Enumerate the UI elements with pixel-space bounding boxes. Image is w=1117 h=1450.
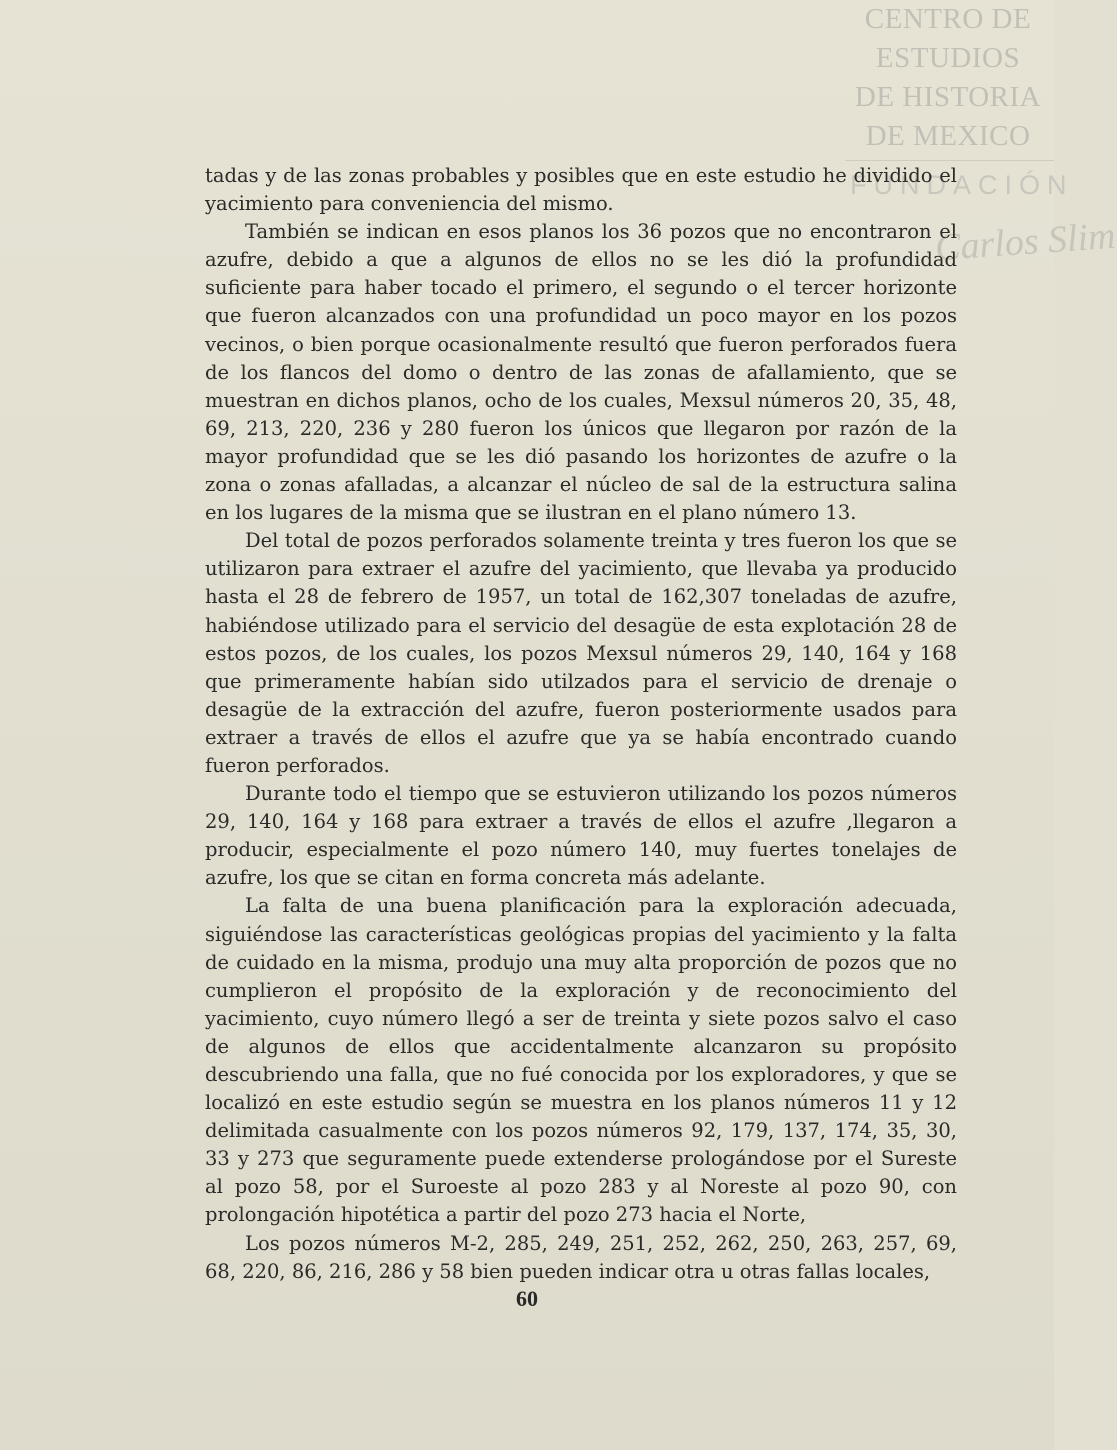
paragraph: Durante todo el tiempo que se estuvieron utilizando los pozos números 29, 140, 164 y 168 para extraer a través de ellos el azufre ,llegaron a producir, especialmente el pozo número 140, muy fuertes tonelajes de azufre, los que se citan en forma concreta más adelante. — [205, 782, 957, 890]
paragraph: También se indican en esos planos los 36 pozos que no encontraron el azufre, debido a que a algunos de ellos no se les dió la profundidad suficiente para haber tocado el primero, el segundo o el tercer horizonte que fueron alcanzados con una profundidad un poco mayor en los pozos vecinos, o bien porque ocasionalmente resultó que fueron perforados fuera de los flancos del domo o dentro de las zonas de afallamiento, que se muestran en dichos planos, ocho de los cuales, Mexsul números 20, 35, 48, 69, 213, 220, 236 y 280 fueron los únicos que llegaron por razón de la mayor profundidad que se les dió pasando los horizontes de azufre o la zona o zonas afalladas, a alcanzar el núcleo de sal de la estructura salina en los lugares de la misma que se ilustran en el plano número 13. — [205, 220, 957, 525]
watermark-line: ESTUDIOS — [875, 42, 1021, 74]
paragraph: Del total de pozos perforados solamente treinta y tres fueron los que se utilizaron para extraer el azufre del yacimiento, que llevaba ya producido hasta el 28 de febrero de 1957, un total de 162,307 toneladas de azufre, habiéndose utilizado para el servicio del desagüe de esta explotación 28 de estos pozos, de los cuales, los pozos Mexsul números 29, 140, 164 y 168 que primeramente habían sido utilzados para el servicio de drenaje o desagüe de la extracción del azufre, fueron posteriormente usados para extraer a través de ellos el azufre que ya se había encontrado cuando fueron perforados. — [205, 529, 957, 777]
watermark-line: DE HISTORIA — [854, 81, 1042, 113]
paragraph: Los pozos números M-2, 285, 249, 251, 252, 262, 250, 263, 257, 69, 68, 220, 86, 216, 286 y 58 bien pueden indicar otra u otras fallas locales, — [205, 1231, 957, 1283]
body-text — [205, 162, 957, 1286]
watermark-line: CENTRO DE — [864, 3, 1032, 35]
watermark-divider — [845, 160, 1054, 161]
watermark-fundacion: FUNDACIÓN — [850, 170, 1074, 200]
paragraph: La falta de una buena planificación para la exploración adecuada, siguiéndose las características geológicas propias del yacimiento y la falta de cuidado en la misma, produjo una muy alta proporción de pozos que no cumplieron el propósito de la exploración y de reconocimiento del yacimiento, cuyo número llegó a ser de treinta y siete pozos salvo el caso de algunos de ellos que accidentalmente alcanzaron su propósito descubriendo una falla, que no fué conocida por los exploradores, y que se localizó en este estudio según se muestra en los planos números 11 y 12 delimitada casualmente con los pozos números 92, 179, 137, 174, 35, 30, 33 y 273 que seguramente puede extenderse prologándose por el Sureste al pozo 58, por el Suroeste al pozo 283 y al Noreste al pozo 90, con prolongación hipotética a partir del pozo 273 hacia el Norte, — [205, 894, 957, 1227]
watermark-signature: Carlos Slim — [933, 214, 1117, 270]
paragraph: tadas y de las zonas probables y posibles que en este estudio he dividido el yacimiento para conveniencia del mismo. — [205, 164, 957, 216]
institution-watermark — [842, 0, 1054, 165]
watermark-line: DE MEXICO — [865, 120, 1031, 152]
page-number: 60 — [516, 1286, 538, 1311]
